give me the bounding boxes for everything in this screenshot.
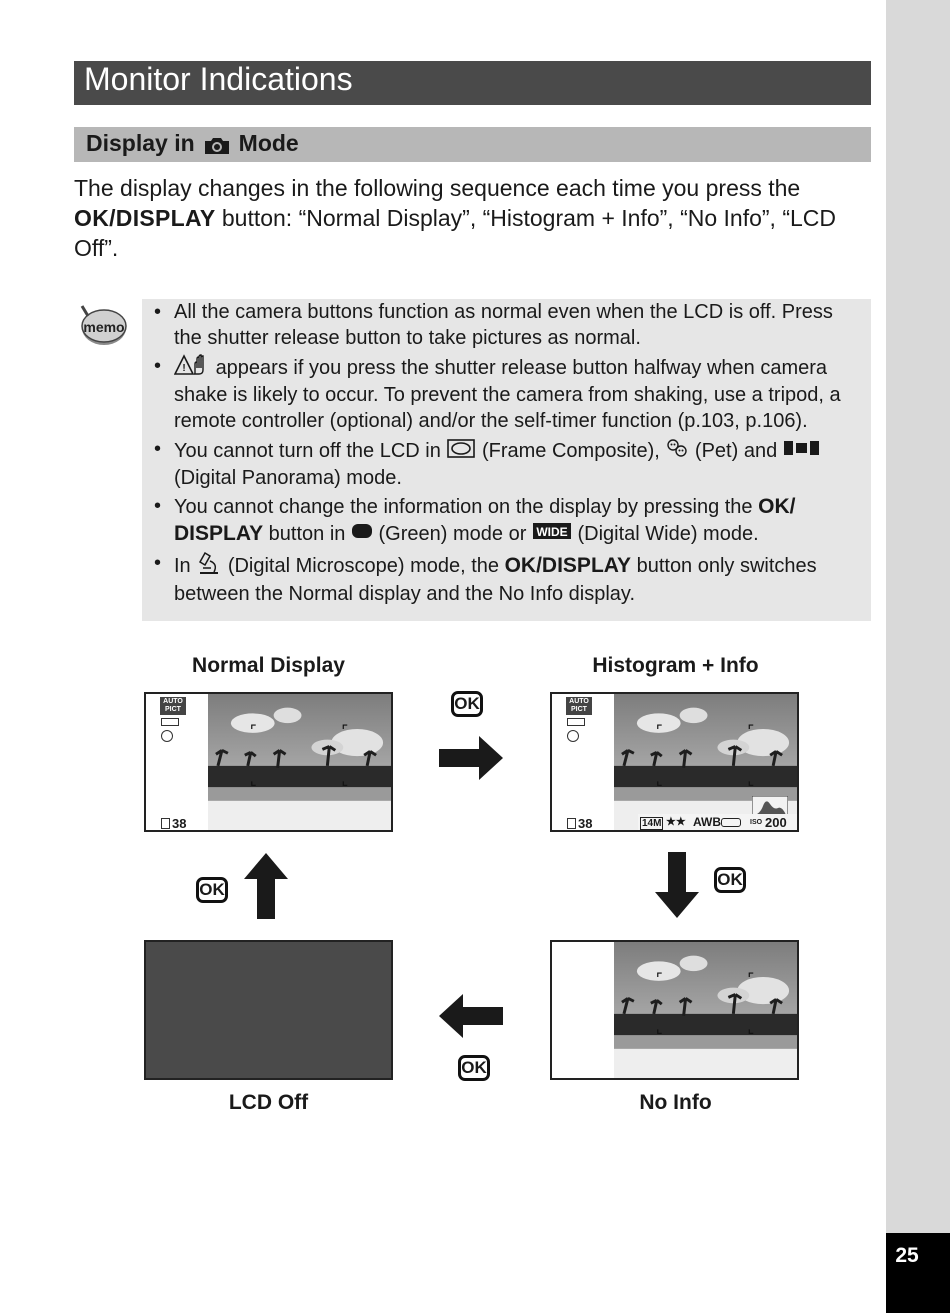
digital-panorama-icon: [783, 439, 821, 465]
memo-item-text: button only switches between the Normal display and the No Info display.: [174, 554, 817, 605]
battery-icon: [567, 718, 585, 726]
shots-remaining: 38: [578, 816, 593, 831]
camera-shake-icon: [174, 354, 210, 384]
memo-item: [152, 300, 864, 351]
screen-normal-display: [144, 692, 393, 832]
ok-button-icon: OK: [196, 877, 228, 903]
memo-item: [152, 354, 864, 435]
scene-photo: [614, 942, 799, 1078]
arrow-right-icon: [439, 736, 503, 780]
face-detect-icon: [161, 730, 173, 742]
page-title: Monitor Indications: [84, 61, 353, 97]
memo-item-text: In: [174, 554, 191, 577]
caption-normal-display: Normal Display: [192, 654, 345, 677]
arrow-left-icon: [439, 994, 503, 1038]
face-detect-icon: [567, 730, 579, 742]
caption-no-info: No Info: [639, 1091, 712, 1114]
memo-item-text: You cannot turn off the LCD in: [174, 439, 441, 462]
ok-button-icon: OK: [714, 867, 746, 893]
histogram-graph: [752, 796, 788, 816]
memo-item: [152, 437, 864, 492]
arrow-down-icon: [655, 852, 699, 918]
resolution-indicator: 14M: [642, 818, 662, 829]
memo-item: [152, 494, 864, 548]
memo-item-text: (Green) mode or: [378, 522, 527, 545]
memo-item-text: (Digital Microscope) mode, the: [227, 554, 500, 577]
memo-list: [152, 300, 864, 610]
caption-lcd-off: LCD Off: [228, 1091, 309, 1114]
screen-histogram-info: [550, 692, 799, 832]
metering-icon: [721, 818, 741, 827]
memo-item-text: (Digital Panorama) mode.: [174, 467, 402, 489]
quality-indicator: ★★: [666, 816, 686, 828]
memo-item-text: (Pet) and: [694, 439, 778, 462]
memo-item-text: appears if you press the shutter release button halfway when camera shake is likely to occur. To prevent the camera from shaking, use a tripod, a remote controller (optional) and/or the self-timer function (p.103, p.106).: [174, 356, 841, 432]
auto-picture-mode-icon: AUTO PICT: [160, 697, 186, 715]
white-balance-indicator: AWB: [693, 815, 721, 829]
shots-remaining: 38: [172, 816, 187, 831]
digital-microscope-icon: [196, 551, 222, 583]
section-heading-prefix: Display in: [86, 130, 195, 156]
arrow-up-icon: [244, 853, 288, 919]
frame-composite-icon: [446, 437, 476, 467]
green-mode-icon: [351, 522, 373, 548]
memory-card-icon: [161, 818, 170, 829]
memo-item: [152, 551, 864, 608]
iso-value: 200: [765, 815, 787, 830]
ok-display-button-label: OK/ DISPLAY: [174, 495, 796, 545]
iso-label: ISO: [750, 819, 763, 826]
svg-text:!: • !: [182, 362, 186, 374]
auto-picture-mode-icon: AUTO PICT: [566, 697, 592, 715]
ok-button-icon: OK: [451, 691, 483, 717]
intro-paragraph: [74, 173, 874, 263]
camera-icon: [203, 133, 231, 153]
battery-icon: [161, 718, 179, 726]
section-heading: [86, 128, 299, 158]
side-margin-strip: [886, 0, 950, 1313]
ok-display-button-label: OK/DISPLAY: [74, 205, 216, 231]
memo-item-text: All the camera buttons function as normal even when the LCD is off. Press the shutter release button to take pictures as normal.: [174, 301, 833, 349]
section-heading-suffix: Mode: [238, 130, 299, 156]
memo-item-text: button in: [268, 522, 346, 545]
page-number: 25: [895, 1244, 919, 1267]
memo-item-text: (Frame Composite),: [481, 439, 660, 462]
scene-photo: [208, 694, 393, 830]
memo-icon: [76, 302, 130, 348]
wide-icon-label: WIDE: [536, 524, 568, 539]
pet-icon: [665, 437, 689, 467]
ok-display-button-label: OK/DISPLAY: [504, 553, 632, 577]
screen-no-info: [550, 940, 799, 1080]
screen-lcd-off: [144, 940, 393, 1080]
caption-histogram-info: Histogram + Info: [592, 654, 759, 677]
memo-item-text: You cannot change the information on the display by pressing the: [174, 496, 753, 518]
intro-text-1: The display changes in the following sequence each time you press the: [74, 175, 801, 201]
intro-text-2: button: “Normal Display”, “Histogram + Info”, “No Info”, “LCD Off”.: [74, 205, 837, 261]
memo-item-text: (Digital Wide) mode.: [577, 522, 759, 545]
memory-card-icon: [567, 818, 576, 829]
memo-icon-label: memo: [83, 319, 125, 335]
ok-button-icon: OK: [458, 1055, 490, 1081]
digital-wide-icon: [532, 521, 572, 549]
